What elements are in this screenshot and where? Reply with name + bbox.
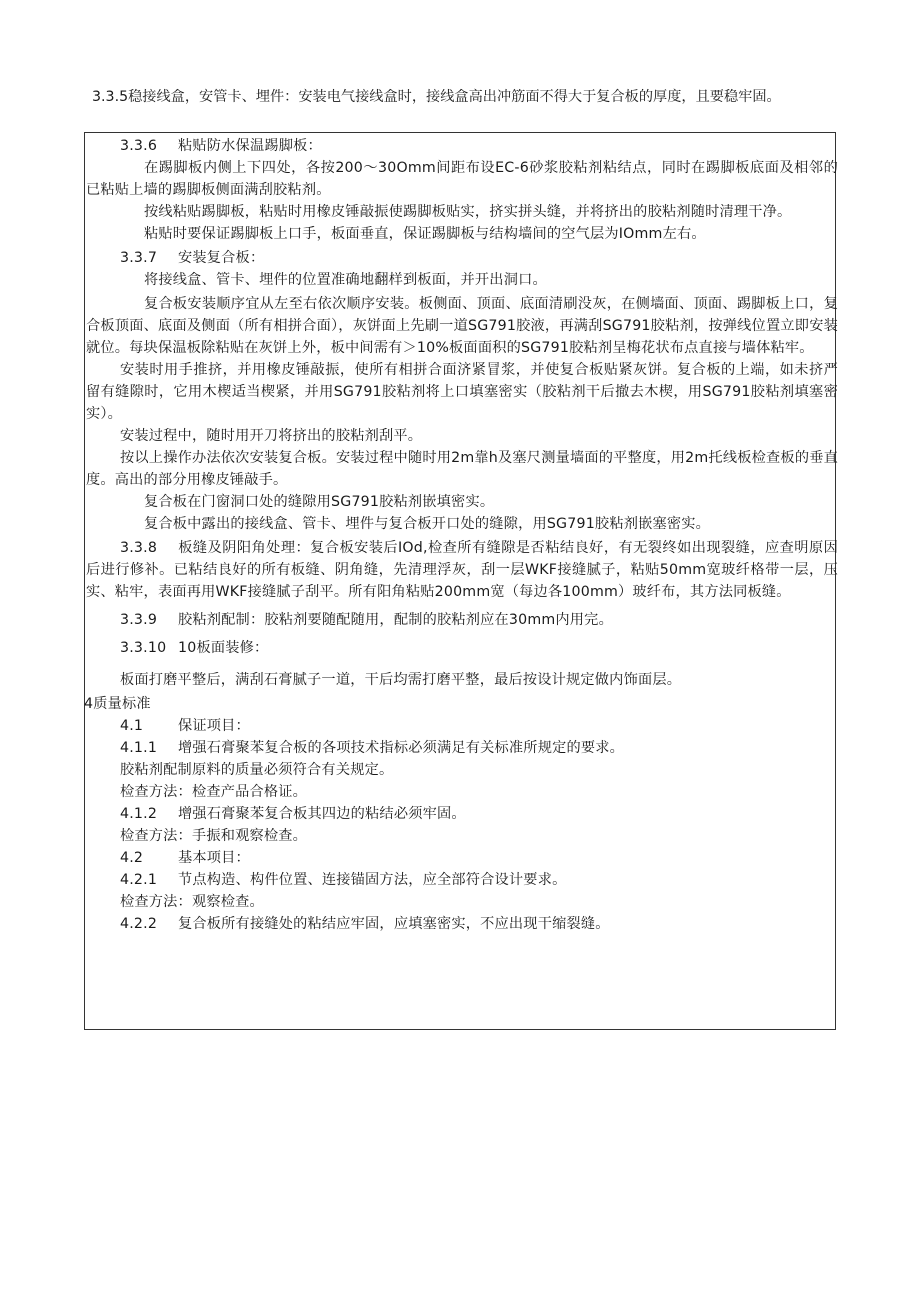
- section-title: 基本项目：: [178, 850, 250, 866]
- paragraph: 复合板安装顺序宜从左至右依次顺序安装。板侧面、顶面、底面清刷没灰，在侧墙面、顶面、踢脚板上口，复合板顶面、底面及侧面（所有相拼合面），灰饼面上先刷一道SG791胶液，再满刮SG791胶粘剂，按弹线位置立即安装就位。每块保温板除粘贴在灰饼上外，板中间需有＞10%板面面积的SG791胶粘剂呈梅花状布点直接与墙体粘牢。: [86, 296, 838, 356]
- section-number: 4.1: [120, 718, 144, 734]
- section-4-1-heading: [86, 715, 838, 737]
- section-3-3-6-heading: [86, 135, 838, 157]
- paragraph: 在踢脚板内侧上下四处，各按200～30Omm间距布设EC-6砂浆胶粘剂粘结点，同时在踢脚板底面及相邻的已粘贴上墙的踢脚板侧面满刮胶粘剂。: [86, 160, 838, 198]
- section-text: 增强石膏聚苯复合板的各项技术指标必须满足有关标准所规定的要求。: [178, 740, 625, 756]
- section-3-3-5-paragraph: 3.3.5稳接线盒，安管卡、埋件：安装电气接线盒时，接线盒高出冲筋面不得大于复合板的厚度，且要稳牢固。: [92, 89, 781, 105]
- section-number: 3.3.10: [120, 640, 167, 656]
- paragraph: 检查方法：手振和观察检查。: [120, 828, 308, 844]
- section-4-1-2-paragraph: [86, 803, 838, 825]
- section-number: 4.2.2: [120, 916, 158, 932]
- paragraph: 复合板中露出的接线盒、管卡、埋件与复合板开口处的缝隙，用SG791胶粘剂嵌塞密实。: [144, 516, 711, 532]
- chapter-4-heading: 4质量标准: [84, 696, 151, 712]
- section-4-2-heading: [86, 847, 838, 869]
- section-4-2-2-paragraph: [86, 913, 838, 935]
- section-3-3-9-paragraph: [86, 609, 838, 631]
- paragraph: 复合板在门窗洞口处的缝隙用SG791胶粘剂嵌填密实。: [144, 494, 495, 510]
- paragraph: 检查方法：检查产品合格证。: [120, 784, 308, 800]
- paragraph: 胶粘剂配制原料的质量必须符合有关规定。: [120, 762, 394, 778]
- section-number: 3.3.8: [120, 540, 158, 556]
- document-body: [86, 135, 838, 935]
- paragraph: 按线粘贴踢脚板，粘贴时用橡皮锤敲振使踢脚板贴实，挤实拼头缝，并将挤出的胶粘剂随时清理干净。: [144, 204, 792, 220]
- section-number: 3.3.7: [120, 250, 158, 266]
- section-text: 增强石膏聚苯复合板其四边的粘结必须牢固。: [178, 806, 466, 822]
- paragraph: 按以上操作办法依次安装复合板。安装过程中随时用2m靠h及塞尺测量墙面的平整度，用2m托线板检查板的垂直度。高出的部分用橡皮锤敲手。: [86, 450, 838, 488]
- section-number: 4.1.1: [120, 740, 158, 756]
- section-text: 胶粘剂配制：胶粘剂要随配随用，配制的胶粘剂应在30mm内用完。: [178, 612, 613, 628]
- paragraph: 将接线盒、管卡、埋件的位置准确地翻样到板面，并开出洞口。: [144, 272, 547, 288]
- section-number: 3.3.9: [120, 612, 158, 628]
- section-title: 保证项目：: [178, 718, 250, 734]
- paragraph: 粘贴时要保证踢脚板上口手，板面垂直，保证踢脚板与结构墙间的空气层为IOmm左右。: [144, 226, 706, 242]
- section-title: 安装复合板：: [178, 250, 265, 266]
- section-title: 10板面装修：: [178, 640, 269, 656]
- section-text: 板缝及阴阳角处理：复合板安装后IOd,检查所有缝隙是否粘结良好，有无裂终如出现裂缝，应查明原因后进行修补。已粘结良好的所有板缝、阴角缝，先清理浮灰，刮一层WKF接缝腻子，粘贴50mm宽玻纤格带一层，压实、粘牢，表面再用WKF接缝腻子刮平。所有阳角粘贴200mm宽（每边各100mm）玻纤布，其方法同板缝。: [86, 540, 838, 600]
- section-number: 4.2.1: [120, 872, 158, 888]
- paragraph: 安装时用手推挤，并用橡皮锤敲振，使所有相拼合面济紧冒浆，并使复合板贴紧灰饼。复合板的上端，如未挤严留有缝隙时，它用木楔适当楔紧，并用SG791胶粘剂将上口填塞密实（胶粘剂干后撤去木楔，用SG791胶粘剂填塞密实）。: [86, 362, 838, 422]
- section-4-1-1-paragraph: [86, 737, 838, 759]
- section-3-3-10-heading: [86, 637, 838, 659]
- section-number: 4.2: [120, 850, 144, 866]
- section-number: 4.1.2: [120, 806, 158, 822]
- paragraph: 检查方法：观察检查。: [120, 894, 264, 910]
- paragraph: 安装过程中，随时用开刀将挤出的胶粘剂刮平。: [120, 428, 423, 444]
- paragraph: 板面打磨平整后，满刮石膏腻子一道，干后均需打磨平整，最后按设计规定做内饰面层。: [120, 672, 682, 688]
- section-4-2-1-paragraph: [86, 869, 838, 891]
- section-3-3-8-paragraph: [86, 537, 838, 603]
- section-text: 节点构造、构件位置、连接锚固方法，应全部符合设计要求。: [178, 872, 567, 888]
- section-title: 粘贴防水保温踢脚板：: [178, 138, 322, 154]
- section-text: 复合板所有接缝处的粘结应牢固，应填塞密实，不应出现干缩裂缝。: [178, 916, 610, 932]
- section-number: 3.3.6: [120, 138, 158, 154]
- section-3-3-7-heading: [86, 247, 838, 269]
